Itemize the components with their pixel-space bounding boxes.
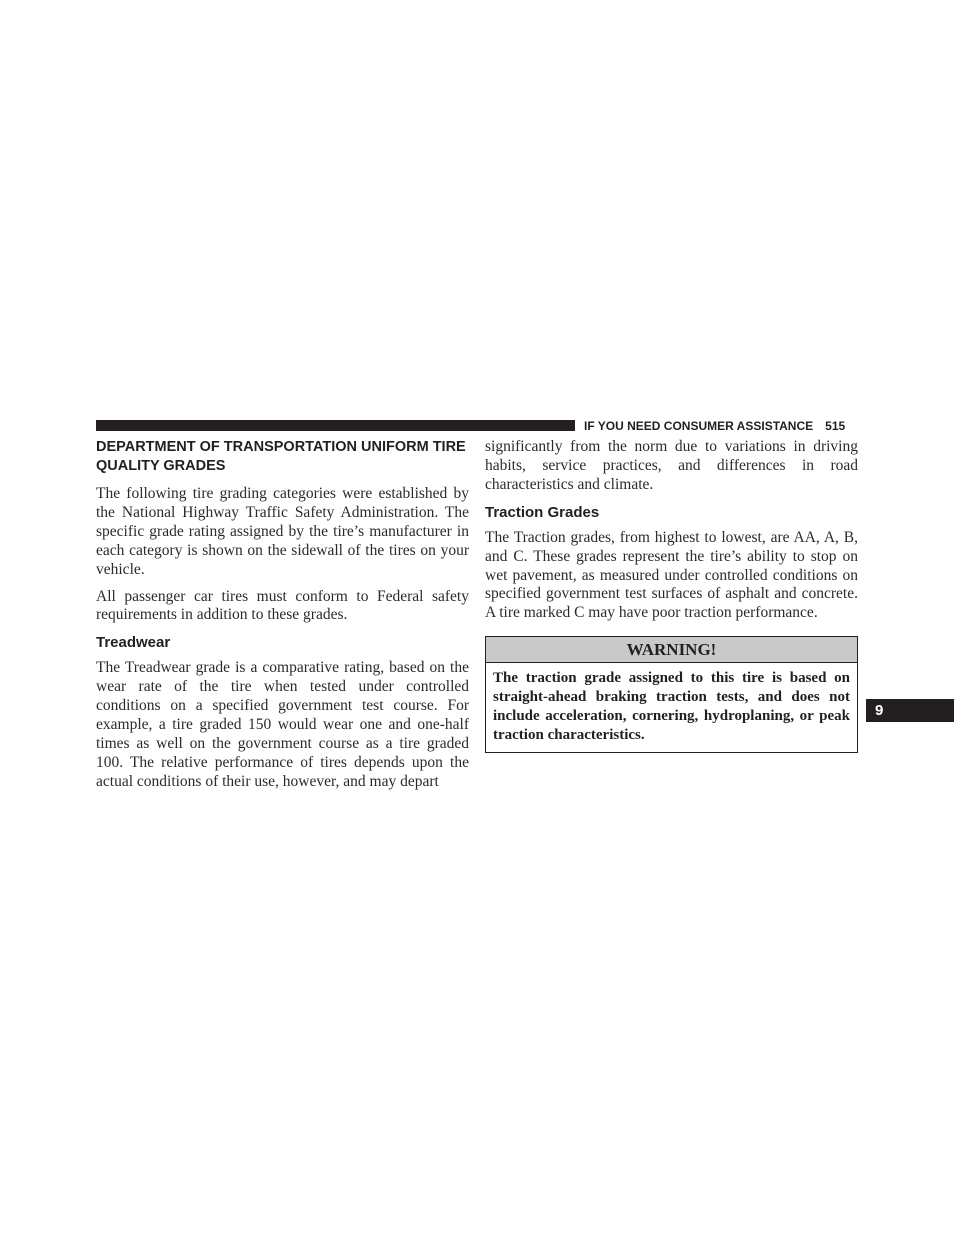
section-heading: DEPARTMENT OF TRANSPORTATION UNIFORM TIRE QUALITY GRADES (96, 439, 466, 474)
section-title: IF YOU NEED CONSUMER ASSISTANCE (584, 419, 814, 433)
header-rule (96, 420, 575, 431)
running-header (584, 418, 845, 434)
page-number: 515 (825, 419, 846, 433)
intro-paragraph: The following tire grading categories were established by the National Highway Traffic Safety Administration. The specific grade rating assigned by the tire’s manufacturer in each category is shown on the sidewall of the tires on your vehicle. (96, 485, 469, 578)
right-column (485, 438, 858, 753)
continuation-paragraph: significantly from the norm due to variations in driving habits, service practices, and differences in road characteristics and climate. (485, 438, 858, 493)
chapter-tab: 9 (866, 699, 954, 722)
traction-paragraph: The Traction grades, from highest to lowest, are AA, A, B, and C. These grades represent the tire’s ability to stop on wet pavement, as measured under controlled conditions on specified government test surfaces of asphalt and concrete. A tire marked C may have poor traction performance. (485, 528, 858, 622)
requirements-paragraph: All passenger car tires must conform to Federal safety requirements in addition to these grades. (96, 587, 469, 624)
treadwear-heading: Treadwear (96, 634, 171, 652)
left-column (96, 438, 469, 800)
traction-heading: Traction Grades (485, 503, 600, 521)
warning-title: WARNING! (486, 637, 857, 663)
warning-text: The traction grade assigned to this tire is based on straight-ahead braking traction tests, and does not include acceleration, cornering, hydroplaning, or peak traction characteristics. (493, 670, 850, 744)
treadwear-paragraph: The Treadwear grade is a comparative rating, based on the wear rate of the tire when tested under controlled conditions on a specified government test course. For example, a tire graded 150 would wear one and one-half times as well on the government course as a tire graded 100. The relative performance of tires depends upon the actual conditions of their use, however, and may depart (96, 659, 469, 790)
warning-box (485, 636, 858, 753)
